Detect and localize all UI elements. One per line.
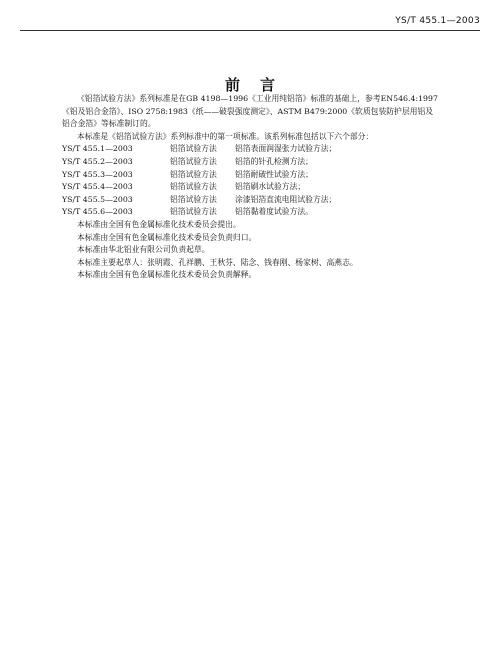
part-code: YS/T 455.4—2003 [62,182,133,192]
standard-number: YS/T 455.1—2003 [395,16,480,26]
list-item [62,143,440,156]
paragraph-series: 本标准是《铝箔试验方法》系列标准中的第一项标准。该系列标准包括以下六个部分： [77,131,374,141]
part-code: YS/T 455.5—2003 [62,194,133,204]
foreword-body [62,93,440,282]
part-subtitle: 铝箔黏着度试验方法。 [235,207,313,217]
paragraph-basis: 《铝箔试验方法》系列标准是在GB 4198—1996《工业用纯铝箔》标准的基础上，参考EN546.4:1997《铝及铝合金箔》、ISO 2758:1983《纸——破裂强度测定》、ASTM B479:2000《软质包装防护层用铝及铝合金箔》等标准制订的。 [62,94,438,129]
paragraph-drafting-unit: 本标准由华北铝业有限公司负责起草。 [77,245,210,255]
part-code: YS/T 455.2—2003 [62,156,133,166]
part-name: 铝箔试验方法 [170,144,217,154]
part-name: 铝箔试验方法 [170,182,217,192]
part-code: YS/T 455.1—2003 [62,144,133,154]
paragraph-interpretation: 本标准由全国有色金属标准化技术委员会负责解释。 [77,270,257,280]
part-name: 铝箔试验方法 [170,207,217,217]
page-title: 前言 [224,76,295,94]
part-subtitle: 涂漆铝箔直流电阻试验方法； [235,194,337,204]
list-item [62,156,440,169]
part-subtitle: 铝箔耐破性试验方法； [235,169,313,179]
list-item [62,194,440,207]
list-item [62,169,440,182]
header-rule [20,30,480,31]
part-name: 铝箔试验方法 [170,169,217,179]
list-item [62,206,440,219]
part-name: 铝箔试验方法 [170,156,217,166]
paragraph-drafters: 本标准主要起草人：张明霞、孔祥鹏、王秋芬、陆念、钱春刚、杨家树、高燕志。 [77,257,358,267]
part-name: 铝箔试验方法 [170,194,217,204]
paragraph-administrator: 本标准由全国有色金属标准化技术委员会负责归口。 [77,232,257,242]
list-item [62,181,440,194]
part-subtitle: 铝箔刷水试验方法； [235,182,306,192]
part-code: YS/T 455.3—2003 [62,169,133,179]
part-subtitle: 铝箔的针孔检测方法； [235,156,313,166]
part-subtitle: 铝箔表面润湿张力试验方法； [235,144,337,154]
part-code: YS/T 455.6—2003 [62,207,133,217]
paragraph-proposer: 本标准由全国有色金属标准化技术委员会提出。 [77,219,241,229]
